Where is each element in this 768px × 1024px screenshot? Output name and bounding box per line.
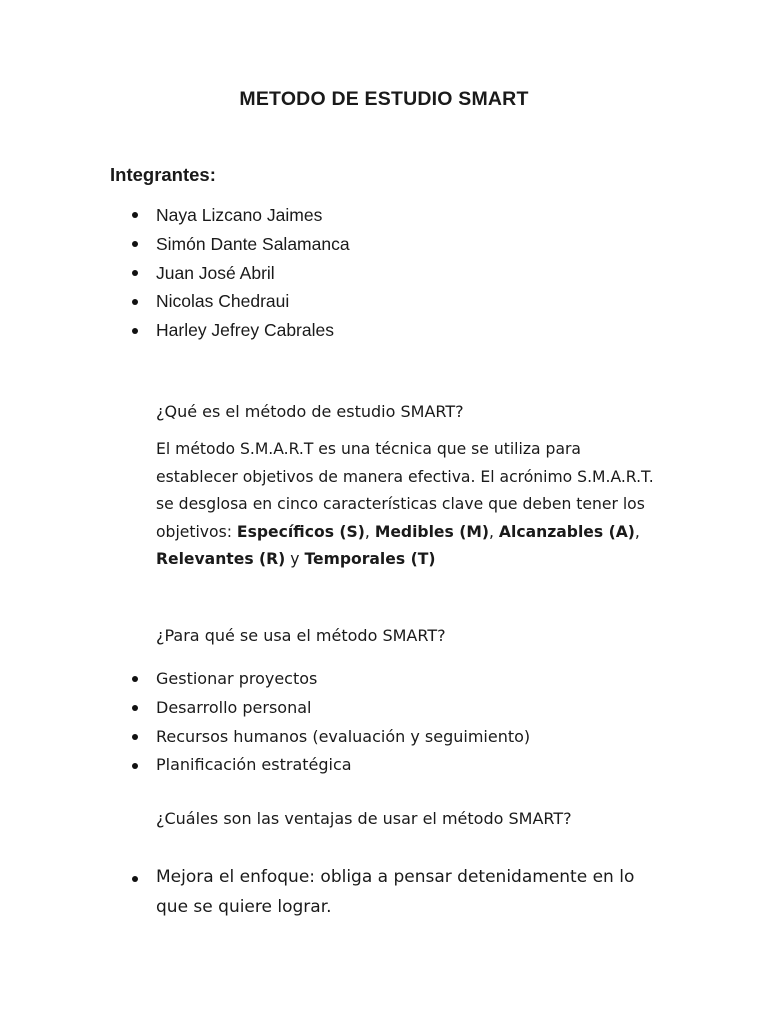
- list-item: Harley Jefrey Cabrales: [132, 316, 350, 345]
- separator: ,: [489, 522, 499, 541]
- list-item: Planificación estratégica: [132, 751, 530, 780]
- separator: ,: [364, 522, 375, 541]
- separator: y: [285, 550, 305, 568]
- page-title: METODO DE ESTUDIO SMART: [239, 88, 529, 110]
- list-item: Naya Lizcano Jaimes: [132, 201, 350, 230]
- advantages-list: [132, 862, 652, 922]
- definition-paragraph: [156, 436, 656, 574]
- list-item: Mejora el enfoque: obliga a pensar detenidamente en lo que se quiere lograr.: [132, 862, 652, 922]
- list-item: Juan José Abril: [132, 259, 350, 288]
- term-measurable: Medibles (M): [374, 522, 489, 541]
- list-item: Nicolas Chedraui: [132, 287, 350, 316]
- definition-intro: El método S.M.A.R.T es una técnica que se utiliza para establecer objetivos de manera efectiva. El acrónimo S.M.A.R.T. se desglosa en cinco características clave que deben tener los objetivos:: [156, 440, 654, 541]
- question-advantages: ¿Cuáles son las ventajas de usar el método SMART?: [156, 809, 572, 828]
- separator: ,: [634, 522, 640, 541]
- list-item: Gestionar proyectos: [132, 665, 530, 694]
- list-item: Desarrollo personal: [132, 694, 530, 723]
- term-achievable: Alcanzables (A): [498, 522, 635, 541]
- term-relevant: Relevantes (R): [156, 550, 286, 568]
- members-heading: Integrantes:: [110, 164, 216, 185]
- members-list: [132, 201, 350, 345]
- term-specific: Específicos (S): [236, 522, 365, 541]
- list-item: Recursos humanos (evaluación y seguimiento): [132, 723, 530, 752]
- list-item: Simón Dante Salamanca: [132, 230, 350, 259]
- uses-list: [132, 665, 530, 780]
- question-uses: ¿Para qué se usa el método SMART?: [156, 626, 446, 645]
- term-timebound: Temporales (T): [304, 550, 436, 568]
- question-what: ¿Qué es el método de estudio SMART?: [156, 402, 464, 421]
